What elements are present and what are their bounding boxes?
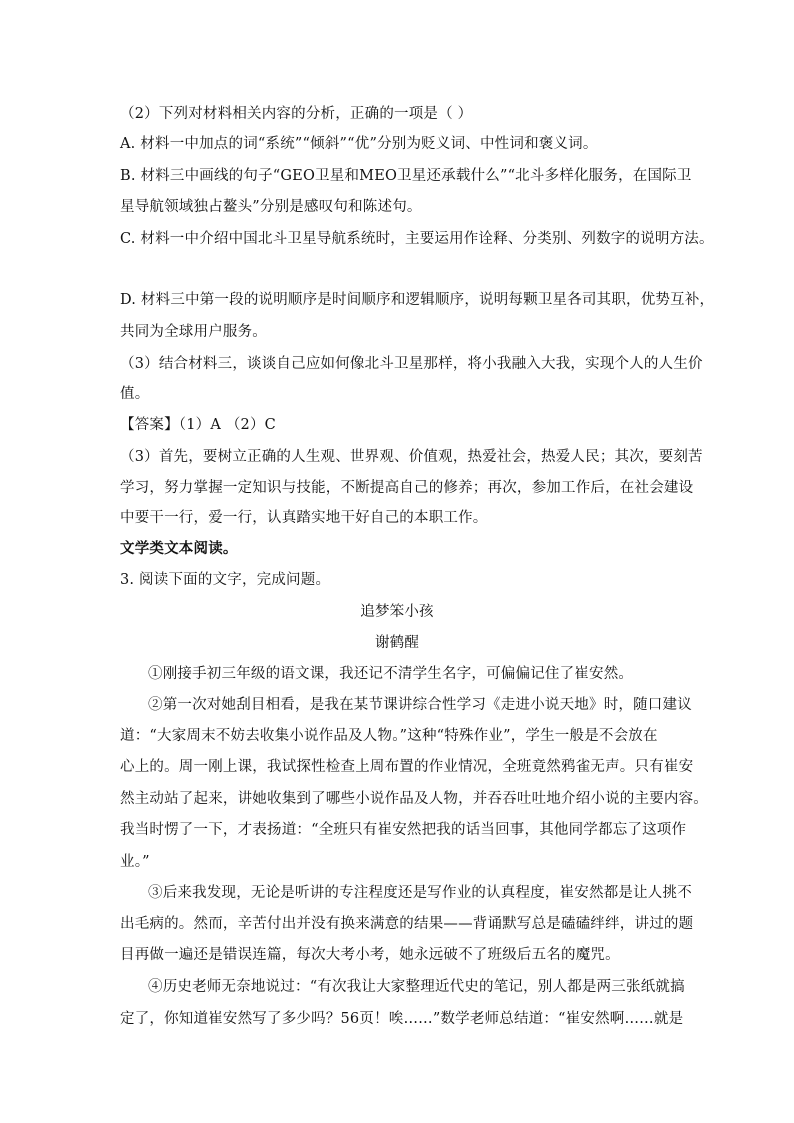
option-a: A. 材料一中加点的词“系统”“倾斜”“优”分别为贬义词、中性词和褒义词。 <box>120 136 598 152</box>
paragraph-2-line-3: 心上的。周一刚上课，我试探性检查上周布置的作业情况，全班竟然鸦雀无声。只有崔安 <box>120 759 694 775</box>
paragraph-4-line-2: 定了，你知道崔安然写了多少吗？56页！唉……”数学老师总结道：“崔安然啊……就是 <box>120 1011 684 1027</box>
paragraph-3-line-2: 出毛病的。然而，辛苦付出并没有换来满意的结果——背诵默写总是磕磕绊绊，讲过的题 <box>120 916 694 932</box>
answer-3-line-3: 中要干一行，爱一行，认真踏实地干好自己的本职工作。 <box>120 510 488 526</box>
option-b-line-1: B. 材料三中画线的句子“GEO卫星和MEO卫星还承载什么”“北斗多样化服务，在国际卫 <box>120 168 692 184</box>
paragraph-2-line-2: 道：“大家周末不妨去收集小说作品及人物。”这种“特殊作业”，学生一般是不会放在 <box>120 728 658 744</box>
option-d-line-1: D. 材料三中第一段的说明顺序是时间顺序和逻辑顺序，说明每颗卫星各司其职，优势互补， <box>120 292 715 308</box>
option-c: C. 材料一中介绍中国北斗卫星导航系统时，主要运用作诠释、分类别、列数字的说明方法。 <box>120 231 714 247</box>
question-3-line-2: 值。 <box>120 386 150 402</box>
option-d-line-2: 共同为全球用户服务。 <box>120 324 267 340</box>
answer-line: 【答案】（1）A （2）C <box>120 417 276 433</box>
question-3-instruction: 3. 阅读下面的文字，完成问题。 <box>120 572 331 588</box>
section-heading: 文学类文本阅读。 <box>120 540 238 557</box>
paragraph-2-line-5: 我当时愣了一下，才表扬道：“全班只有崔安然把我的话当回事，其他同学都忘了这项作 <box>120 822 687 838</box>
article-title: 追梦笨小孩 <box>360 604 434 620</box>
answer-3-line-2: 学习，努力掌握一定知识与技能，不断提高自己的修养；再次，参加工作后，在社会建设 <box>120 480 694 496</box>
option-b-line-2: 星导航领域独占鳌头”分别是感叹句和陈述句。 <box>120 199 422 215</box>
answer-3-line-1: （3）首先，要树立正确的人生观、世界观、价值观，热爱社会，热爱人民；其次，要刻苦 <box>120 449 703 465</box>
paragraph-2-line-6: 业。” <box>120 854 150 870</box>
article-author: 谢鹤醒 <box>374 635 420 651</box>
paragraph-1: ①刚接手初三年级的语文课，我还记不清学生名字，可偏偏记住了崔安然。 <box>148 666 634 682</box>
paragraph-2-line-4: 然主动站了起来，讲她收集到了哪些小说作品及人物，并吞吞吐吐地介绍小说的主要内容。 <box>120 791 708 807</box>
paragraph-3-line-3: 目再做一遍还是错误连篇，每次大考小考，她永远破不了班级后五名的魔咒。 <box>120 947 620 963</box>
question-2-stem: （2）下列对材料相关内容的分析，正确的一项是（ ） <box>120 106 473 122</box>
paragraph-4-line-1: ④历史老师无奈地说过：“有次我让大家整理近代史的笔记，别人都是两三张纸就搞 <box>148 979 685 995</box>
paragraph-3-line-1: ③后来我发现，无论是听讲的专注程度还是写作业的认真程度，崔安然都是让人挑不 <box>148 885 692 901</box>
paragraph-2-line-1: ②第一次对她刮目相看，是我在某节课讲综合性学习《走进小说天地》时，随口建议 <box>148 697 692 713</box>
question-3-line-1: （3）结合材料三，谈谈自己应如何像北斗卫星那样，将小我融入大我，实现个人的人生价 <box>120 356 703 372</box>
